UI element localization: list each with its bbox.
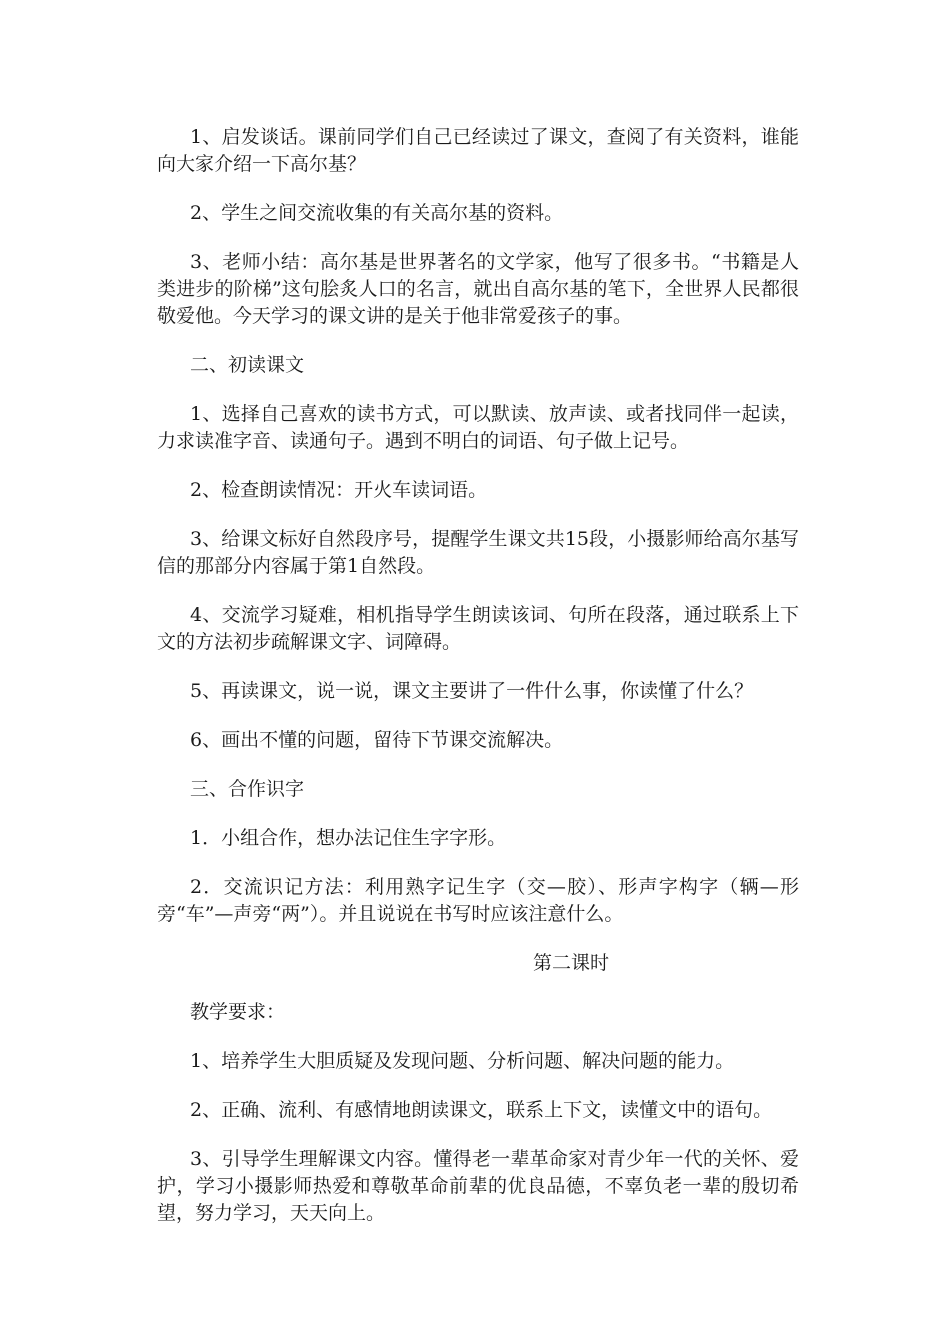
- paragraph-check-reading: 2、检查朗读情况：开火车读词语。: [190, 479, 488, 501]
- paragraph-reread: 5、再读课文，说一说，课文主要讲了一件什么事，你读懂了什么？: [190, 680, 754, 702]
- document-body: [157, 124, 799, 1249]
- lesson-title-second-period: 第二课时: [532, 952, 609, 974]
- paragraph-group-cooperation: 1．小组合作，想办法记住生字字形。: [190, 827, 507, 849]
- paragraph-exchange-difficulties: 4、交流学习疑难，相机指导学生朗读该词、句所在段落，通过联系上下文的方法初步疏解课文字、词障碍。: [157, 604, 799, 653]
- paragraph-intro-talk: 1、启发谈话。课前同学们自己已经读过了课文，查阅了有关资料，谁能向大家介绍一下高尔基？: [157, 126, 799, 175]
- paragraph-teacher-summary: 3、老师小结：高尔基是世界著名的文学家，他写了很多书。“书籍是人类进步的阶梯”这句脍炙人口的名言，就出自高尔基的笔下，全世界人民都很敬爱他。今天学习的课文讲的是关于他非常爱孩子的事。: [157, 251, 799, 327]
- paragraph-reading-method: 1、选择自己喜欢的读书方式，可以默读、放声读、或者找同伴一起读，力求读准字音、读通句子。遇到不明白的词语、句子做上记号。: [157, 403, 799, 452]
- paragraph-requirement-1: 1、培养学生大胆质疑及发现问题、分析问题、解决问题的能力。: [190, 1050, 735, 1072]
- paragraph-mark-questions: 6、画出不懂的问题，留待下节课交流解决。: [190, 729, 564, 751]
- paragraph-student-exchange: 2、学生之间交流收集的有关高尔基的资料。: [190, 202, 564, 224]
- section-heading-first-reading: 二、初读课文: [190, 354, 305, 376]
- paragraph-number-sections: 3、给课文标好自然段序号，提醒学生课文共15段，小摄影师给高尔基写信的那部分内容属于第1自然段。: [157, 528, 799, 577]
- section-heading-cooperative-literacy: 三、合作识字: [190, 778, 305, 800]
- paragraph-memory-methods: 2．交流识记方法：利用熟字记生字（交—胶）、形声字构字（辆—形旁“车”—声旁“两”）。并且说说在书写时应该注意什么。: [157, 876, 799, 925]
- paragraph-requirement-2: 2、正确、流利、有感情地朗读课文，联系上下文，读懂文中的语句。: [190, 1099, 773, 1121]
- section-heading-teaching-requirements: 教学要求：: [190, 1001, 286, 1023]
- paragraph-requirement-3: 3、引导学生理解课文内容。懂得老一辈革命家对青少年一代的关怀、爱护，学习小摄影师热爱和尊敬革命前辈的优良品德，不辜负老一辈的殷切希望，努力学习，天天向上。: [157, 1148, 799, 1224]
